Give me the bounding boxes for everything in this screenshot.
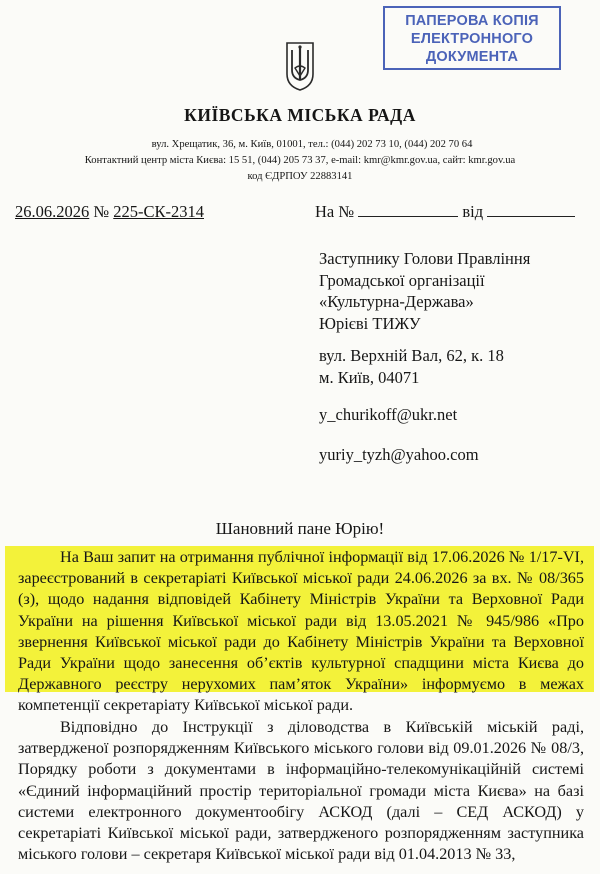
incoming-reference [315, 202, 575, 222]
registration-row [15, 202, 585, 224]
reference-from-label: від [462, 202, 484, 221]
outgoing-registration [15, 202, 204, 222]
paragraph-1 [18, 547, 584, 717]
stamp-line: ЕЛЕКТРОННОГО [410, 31, 534, 47]
reference-number-blank [358, 202, 458, 217]
recipient-email-1: y_churikoff@ukr.net [319, 405, 458, 424]
organization-title: КИЇВСЬКА МІСЬКА РАДА [184, 105, 416, 125]
recipient-email-2: yuriy_tyzh@yahoo.com [319, 445, 479, 464]
recipient-line: «Культурна-Держава» [319, 292, 474, 311]
recipient-line: Заступнику Голови Правління [319, 249, 531, 268]
recipient-address [319, 345, 504, 388]
document-number: 225-СК-2314 [113, 202, 204, 221]
address-street: вул. Верхній Вал, 62, к. 18 [319, 346, 504, 365]
reference-date-blank [487, 202, 575, 217]
paragraph-2: Відповідно до Інструкції з діловодства в Київській міській раді, затвердженої розпорядженням Київського міського голови від 09.01.2026 № 08/3, Порядку роботи з документами в інформаційно-телекомунікаційній системі «Єдиний інформаційний простір територіальної громади міста Києва» на базі системи електронного документообігу АСКОД (далі – СЕД АСКОД) у секретаріаті Київської міської ради, затвердженого розпорядженням заступника міського голови – секретаря Київської міської ради від 01.04.2013 № 33, [18, 718, 584, 864]
stamp-line: ДОКУМЕНТА [425, 49, 519, 65]
document-date: 26.06.2026 [15, 202, 90, 221]
address-line: вул. Хрещатик, 36, м. Київ, 01001, тел.: (044) 202 73 10, (044) 202 70 64 [151, 139, 473, 150]
address-city: м. Київ, 04071 [319, 367, 420, 387]
trident-coat-of-arms-icon [283, 40, 317, 92]
paragraph-1-highlighted-text: На Ваш запит на отримання публічної інформації від 17.06.2026 № 1/17-VI, зареєстрований в секретаріаті Київської міської ради 24.06.2026 за вх. № 08/365 (з), щодо надання відповідей Кабінету Міністрів України та Верховної Ради України на рішення Київської міської ради від 13.05.2021 № 945/986 «Про звернення Київської міської ради до Кабінету Міністрів України та Верховної Ради України щодо занесення об’єктів культурної спадщини міста Києва до Державного реєстру нерухомих пам’яток України» [18, 548, 584, 694]
contact-center-line: Контактний центр міста Києва: 15 51, (044) 205 73 37, e-mail: kmr@kmr.gov.ua, сайт: kmr.gov.ua [84, 155, 516, 166]
recipient-line: Юрієві ТИЖУ [319, 313, 421, 333]
recipient-block [319, 248, 530, 334]
number-sign: № [93, 202, 110, 221]
stamp-line: ПАПЕРОВА КОПІЯ [405, 13, 539, 29]
recipient-line: Громадської організації [319, 270, 485, 290]
salutation: Шановний пане Юрію! [215, 519, 385, 538]
paragraph-1-tail: інформуємо в межах компетенції секретаріату Київської міської ради. [18, 675, 585, 715]
edrpou-line: код ЄДРПОУ 22883141 [247, 171, 353, 182]
paper-copy-stamp [383, 6, 561, 70]
reference-label: На № [315, 202, 355, 221]
